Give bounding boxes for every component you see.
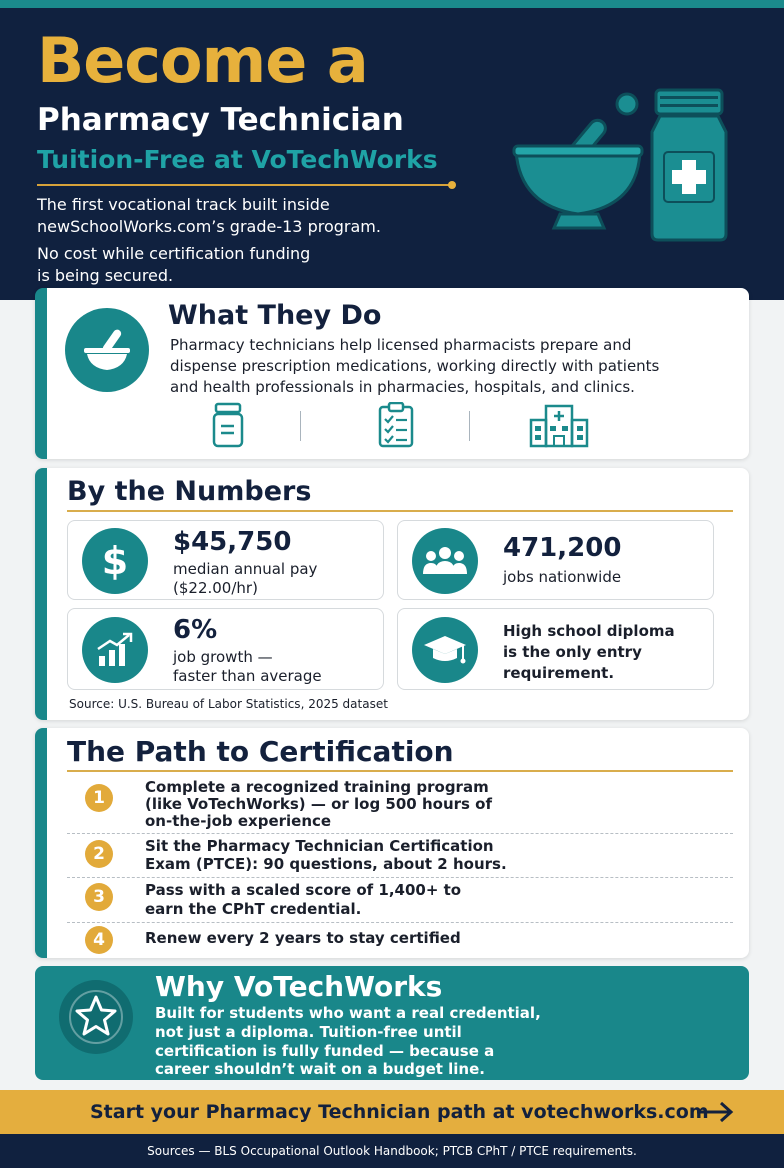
cta-bar[interactable] — [0, 1090, 784, 1134]
stat-label: job growth — — [173, 648, 273, 666]
section-title: The Path to Certification — [67, 735, 454, 768]
path-to-certification-card — [35, 728, 749, 958]
step-divider — [67, 877, 733, 878]
by-the-numbers-card — [35, 468, 749, 720]
hero-divider — [37, 184, 452, 186]
graduation-cap-icon — [412, 617, 478, 683]
stat-card-growth — [67, 608, 384, 690]
section-divider — [67, 510, 733, 512]
mortar-pestle-icon — [514, 94, 642, 228]
stat-label: is the only entry — [503, 643, 642, 661]
description-line: and health professionals in pharmacies, hospitals, and clinics. — [170, 378, 635, 396]
step-number: 2 — [85, 840, 113, 868]
icon-divider — [469, 411, 470, 441]
step-text: Renew every 2 years to stay certified — [145, 929, 461, 947]
step-divider — [67, 922, 733, 923]
step-number: 3 — [85, 883, 113, 911]
stat-label: median annual pay — [173, 560, 318, 578]
description-line: Pharmacy technicians help licensed pharmacists prepare and — [170, 336, 632, 354]
stat-value: 6% — [173, 615, 218, 645]
hero-banner — [0, 0, 784, 300]
hero-intro-line: No cost while certification funding — [37, 244, 311, 263]
step-text: on-the-job experience — [145, 812, 332, 830]
hospital-icon — [528, 402, 590, 448]
icon-divider — [300, 411, 301, 441]
stat-value: $45,750 — [173, 527, 292, 557]
clipboard-checklist-icon — [377, 402, 415, 448]
step-text: Exam (PTCE): 90 questions, about 2 hours. — [145, 855, 507, 873]
source-note: Source: U.S. Bureau of Labor Statistics, 2025 dataset — [69, 697, 388, 711]
why-text-line: not just a diploma. Tuition-free until — [155, 1023, 462, 1041]
hero-intro-line: The first vocational track built inside — [37, 195, 330, 214]
step-text: Sit the Pharmacy Technician Certification — [145, 837, 494, 855]
stat-label: jobs nationwide — [503, 568, 622, 586]
pill-bottle-icon — [212, 402, 244, 448]
people-icon — [412, 528, 478, 594]
stat-card-requirement — [397, 608, 714, 690]
stat-value: 471,200 — [503, 533, 622, 563]
section-title: What They Do — [168, 300, 382, 331]
step-number: 1 — [85, 784, 113, 812]
step-text: (like VoTechWorks) — or log 500 hours of — [145, 795, 493, 813]
step-text: earn the CPhT credential. — [145, 900, 362, 918]
growth-chart-icon — [82, 617, 148, 683]
hero-intro-line: is being secured. — [37, 266, 174, 285]
stat-card-jobs — [397, 520, 714, 600]
why-votechworks-banner — [35, 966, 749, 1080]
description-line: dispense prescription medications, working directly with patients — [170, 357, 660, 375]
star-icon — [59, 980, 133, 1054]
arrow-right-icon[interactable] — [695, 1101, 735, 1123]
cta-link[interactable]: Start your Pharmacy Technician path at votechworks.com — [90, 1101, 709, 1123]
step-divider — [67, 833, 733, 834]
section-divider — [67, 770, 733, 772]
step-text: Complete a recognized training program — [145, 778, 489, 796]
dollar-icon: $ — [82, 528, 148, 594]
stat-label: ($22.00/hr) — [173, 579, 258, 597]
mortar-pestle-icon — [65, 308, 149, 392]
why-text-line: Built for students who want a real credential, — [155, 1004, 541, 1022]
hero-tagline: Tuition-Free at VoTechWorks — [37, 145, 438, 174]
stat-label: High school diploma — [503, 622, 675, 640]
footer-sources: Sources — BLS Occupational Outlook Handbook; PTCB CPhT / PTCE requirements. — [147, 1144, 637, 1158]
section-title: By the Numbers — [67, 476, 312, 507]
hero-subtitle: Pharmacy Technician — [37, 102, 404, 138]
why-text-line: career shouldn’t wait on a budget line. — [155, 1060, 485, 1078]
stat-label: requirement. — [503, 664, 615, 682]
step-number: 4 — [85, 926, 113, 954]
what-they-do-card — [35, 288, 749, 459]
step-text: Pass with a scaled score of 1,400+ to — [145, 881, 462, 899]
hero-title: Become a — [37, 24, 368, 97]
hero-illustration — [510, 86, 740, 246]
footer — [0, 1134, 784, 1168]
stat-label: faster than average — [173, 667, 322, 685]
why-text-line: certification is fully funded — because a — [155, 1042, 495, 1060]
section-title: Why VoTechWorks — [155, 970, 443, 1003]
stat-card-pay — [67, 520, 384, 600]
medicine-bottle-icon — [652, 90, 726, 240]
hero-intro-line: newSchoolWorks.com’s grade-13 program. — [37, 217, 381, 236]
